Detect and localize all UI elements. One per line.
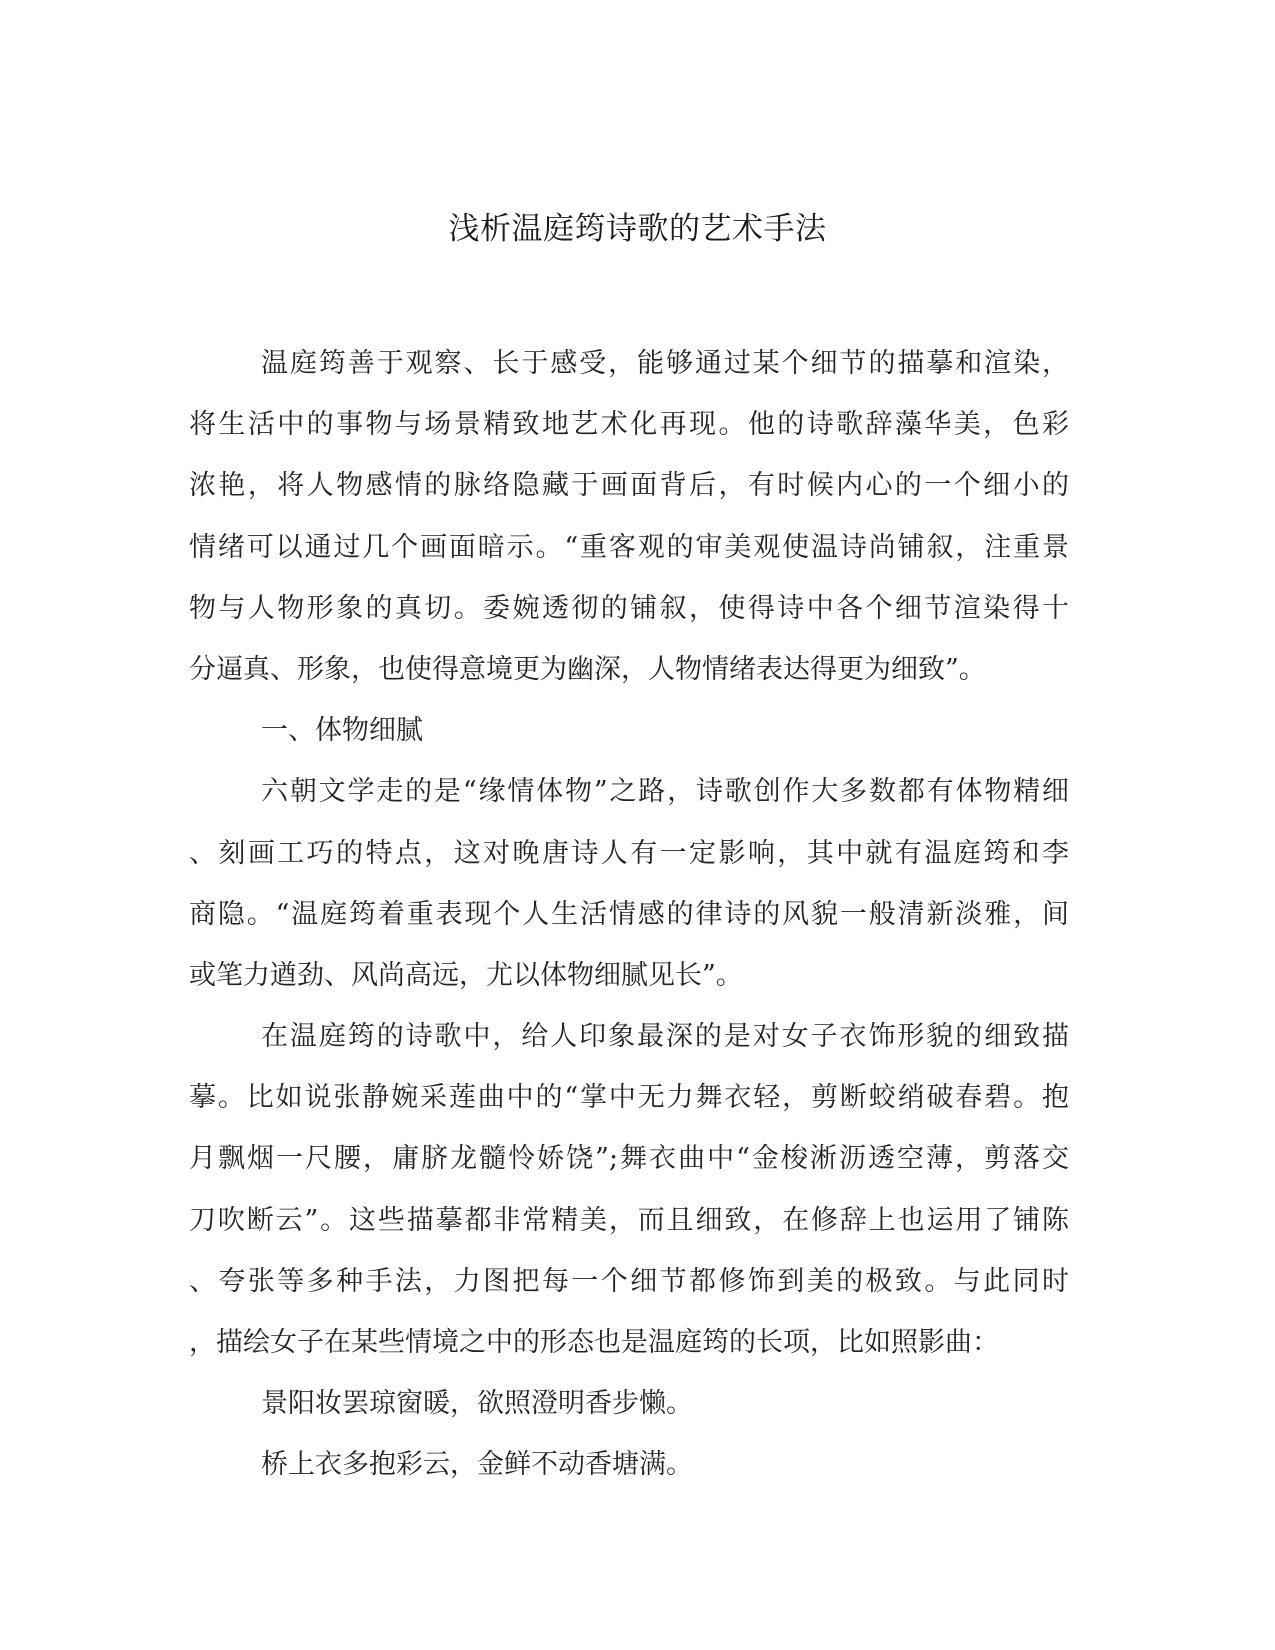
text-line: 月飘烟一尺腰，庸脐龙髓怜娇饶”;舞衣曲中“金梭淅沥透空薄，剪落交 xyxy=(189,1143,1069,1175)
text-line: 或笔力遒劲、风尚高远，尤以体物细腻见长”。 xyxy=(189,959,743,991)
document-body xyxy=(189,333,1069,1496)
text-line: 桥上衣多抱彩云，金鲜不动香塘满。 xyxy=(261,1449,693,1481)
text-line: ，描绘女子在某些情境之中的形态也是温庭筠的长项，比如照影曲： xyxy=(189,1327,999,1358)
text-line: 分逼真、形象，也使得意境更为幽深，人物情绪表达得更为细致”。 xyxy=(189,653,986,685)
text-line: 、刻画工巧的特点，这对晚唐诗人有一定影响，其中就有温庭筠和李 xyxy=(189,837,1069,869)
text-line: 将生活中的事物与场景精致地艺术化再现。他的诗歌辞藻华美，色彩 xyxy=(189,409,1069,441)
text-line: 商隐。“温庭筠着重表现个人生活情感的律诗的风貌一般清新淡雅，间 xyxy=(189,898,1069,930)
text-line: 六朝文学走的是“缘情体物”之路，诗歌创作大多数都有体物精细 xyxy=(261,776,1069,808)
text-line: 物与人物形象的真切。委婉透彻的铺叙，使得诗中各个细节渲染得十 xyxy=(189,592,1069,624)
text-line: 、夸张等多种手法，力图把每一个细节都修饰到美的极致。与此同时 xyxy=(189,1265,1069,1297)
text-line: 摹。比如说张静婉采莲曲中的“掌中无力舞衣轻，剪断蛟绡破春碧。抱 xyxy=(189,1082,1069,1114)
text-line: 温庭筠善于观察、长于感受，能够通过某个细节的描摹和渲染， xyxy=(261,348,1069,379)
document-title: 浅析温庭筠诗歌的艺术手法 xyxy=(448,211,827,247)
text-line: 情绪可以通过几个画面暗示。“重客观的审美观使温诗尚铺叙，注重景 xyxy=(189,531,1069,563)
text-line: 一、体物细腻 xyxy=(261,715,423,747)
text-line: 浓艳，将人物感情的脉络隐藏于画面背后，有时候内心的一个细小的 xyxy=(189,470,1069,502)
text-line: 刀吹断云”。这些描摹都非常精美，而且细致，在修辞上也运用了铺陈 xyxy=(189,1204,1069,1236)
text-line: 在温庭筠的诗歌中，给人印象最深的是对女子衣饰形貌的细致描 xyxy=(261,1021,1069,1053)
text-line: 景阳妆罢琼窗暖，欲照澄明香步懒。 xyxy=(261,1388,693,1420)
